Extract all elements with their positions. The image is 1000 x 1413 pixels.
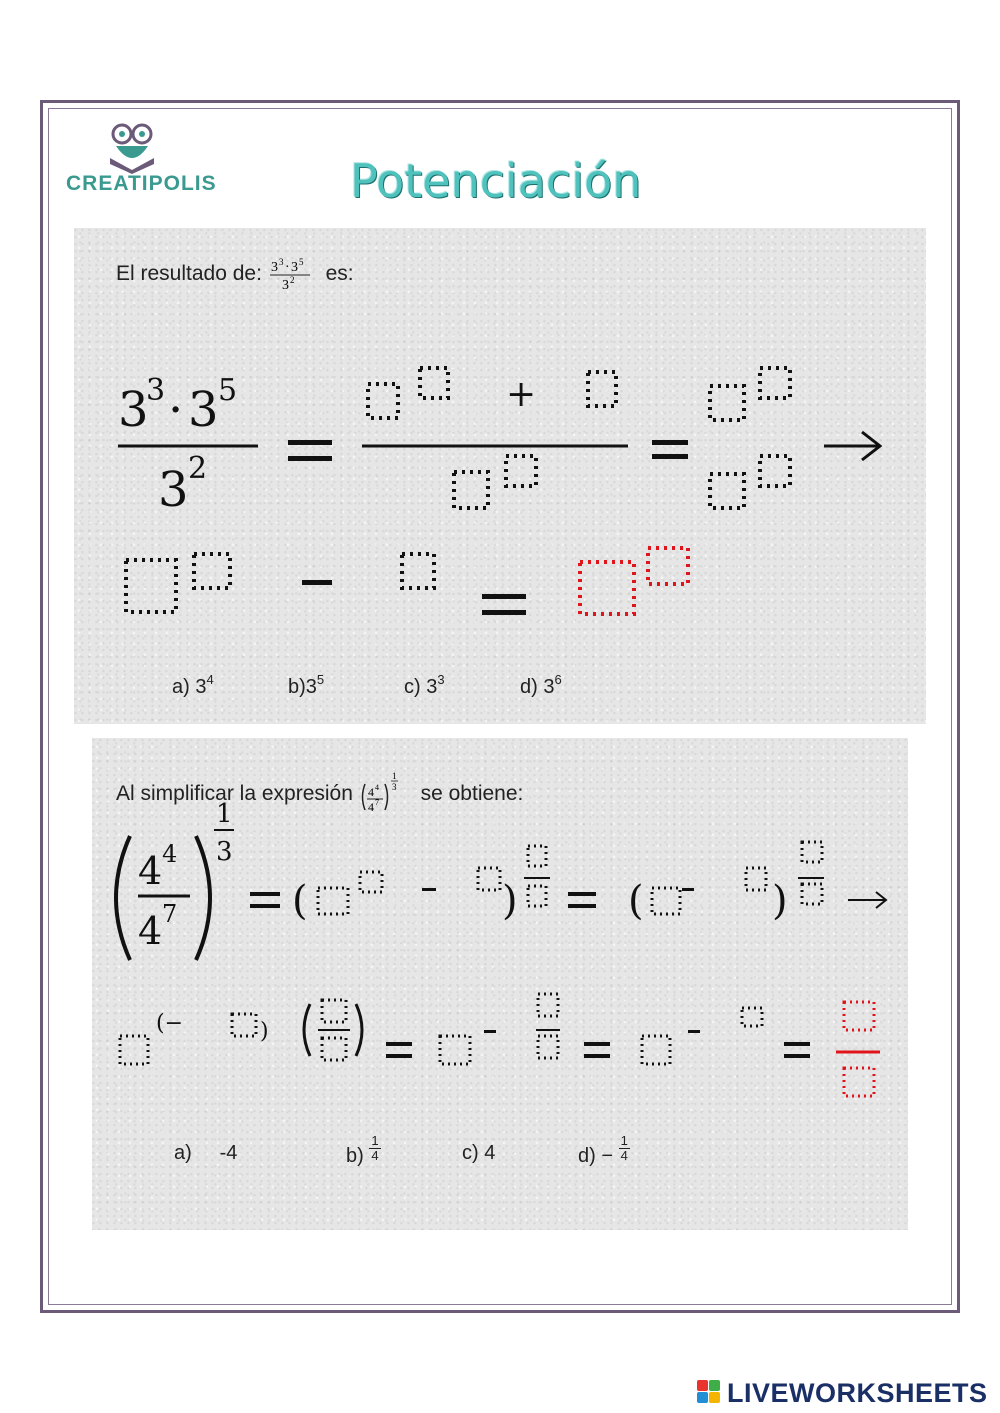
svg-text:(−: (− [156, 1011, 184, 1036]
question-suffix: se obtiene: [420, 782, 524, 805]
svg-text:): ) [260, 1019, 269, 1044]
svg-text:4: 4 [138, 849, 163, 893]
problem-1-steps [74, 228, 926, 628]
svg-text:3: 3 [188, 382, 219, 438]
svg-text:1: 1 [391, 771, 397, 781]
option-b[interactable]: $b)3^5$ [288, 672, 325, 698]
option-c[interactable]: c) $3^3$ [404, 672, 445, 698]
svg-text:3: 3 [118, 382, 149, 438]
svg-text:4: 4 [138, 909, 163, 953]
svg-text:7: 7 [374, 798, 379, 807]
question-prefix: El resultado de: [116, 262, 262, 285]
svg-text:4: 4 [367, 785, 374, 799]
question-suffix: es: [325, 262, 354, 285]
option-b[interactable]: b) $\frac{1}{4}$ [346, 1133, 379, 1167]
svg-text:2: 2 [188, 451, 208, 486]
svg-text:3: 3 [391, 782, 397, 792]
owl-icon [66, 120, 206, 176]
creatipolis-logo [66, 120, 217, 200]
svg-text:4: 4 [367, 800, 374, 814]
svg-text:·: · [168, 382, 184, 438]
svg-text:3: 3 [278, 258, 284, 267]
svg-text:3: 3 [270, 260, 278, 275]
option-d[interactable]: d) $3^6$ [520, 672, 562, 698]
svg-text:7: 7 [162, 900, 178, 928]
answer-box-red [580, 548, 688, 614]
problem-1-panel [74, 228, 926, 724]
svg-text:3: 3 [281, 278, 289, 292]
option-c[interactable]: c) 4 [462, 1142, 496, 1164]
svg-text:(: ( [628, 878, 644, 924]
answer-fraction-red [836, 1002, 880, 1096]
svg-text:5: 5 [298, 258, 304, 267]
brand-text: LIVEWORKSHEETS [727, 1378, 988, 1408]
svg-text:+: + [506, 374, 537, 415]
svg-text:): ) [502, 878, 518, 924]
svg-text:): ) [772, 878, 788, 924]
svg-text:·: · [284, 260, 290, 275]
option-d[interactable]: d) − $\frac{1}{4}$ [578, 1133, 628, 1167]
svg-text:1: 1 [216, 799, 233, 829]
question-prefix: Al simplificar la expresión [116, 782, 353, 805]
svg-text:3: 3 [290, 260, 298, 275]
svg-text:4: 4 [374, 783, 379, 792]
svg-text:(: ( [292, 878, 308, 924]
svg-text:4: 4 [162, 840, 178, 868]
svg-text:3: 3 [216, 837, 233, 867]
option-a[interactable]: a) $3^4$ [172, 672, 214, 698]
svg-text:3: 3 [158, 462, 189, 518]
svg-text:2: 2 [289, 275, 295, 285]
liveworksheets-logo [697, 1376, 993, 1410]
svg-text:3: 3 [146, 373, 166, 408]
problem-2-steps [92, 738, 908, 1118]
logo-text: CREATIPOLIS [66, 172, 217, 195]
option-a[interactable]: a) -4 [174, 1142, 238, 1164]
problem-2-panel [92, 738, 908, 1230]
page-title: Potenciación [350, 154, 642, 208]
liveworksheets-icon [697, 1380, 721, 1404]
svg-text:5: 5 [218, 373, 238, 408]
